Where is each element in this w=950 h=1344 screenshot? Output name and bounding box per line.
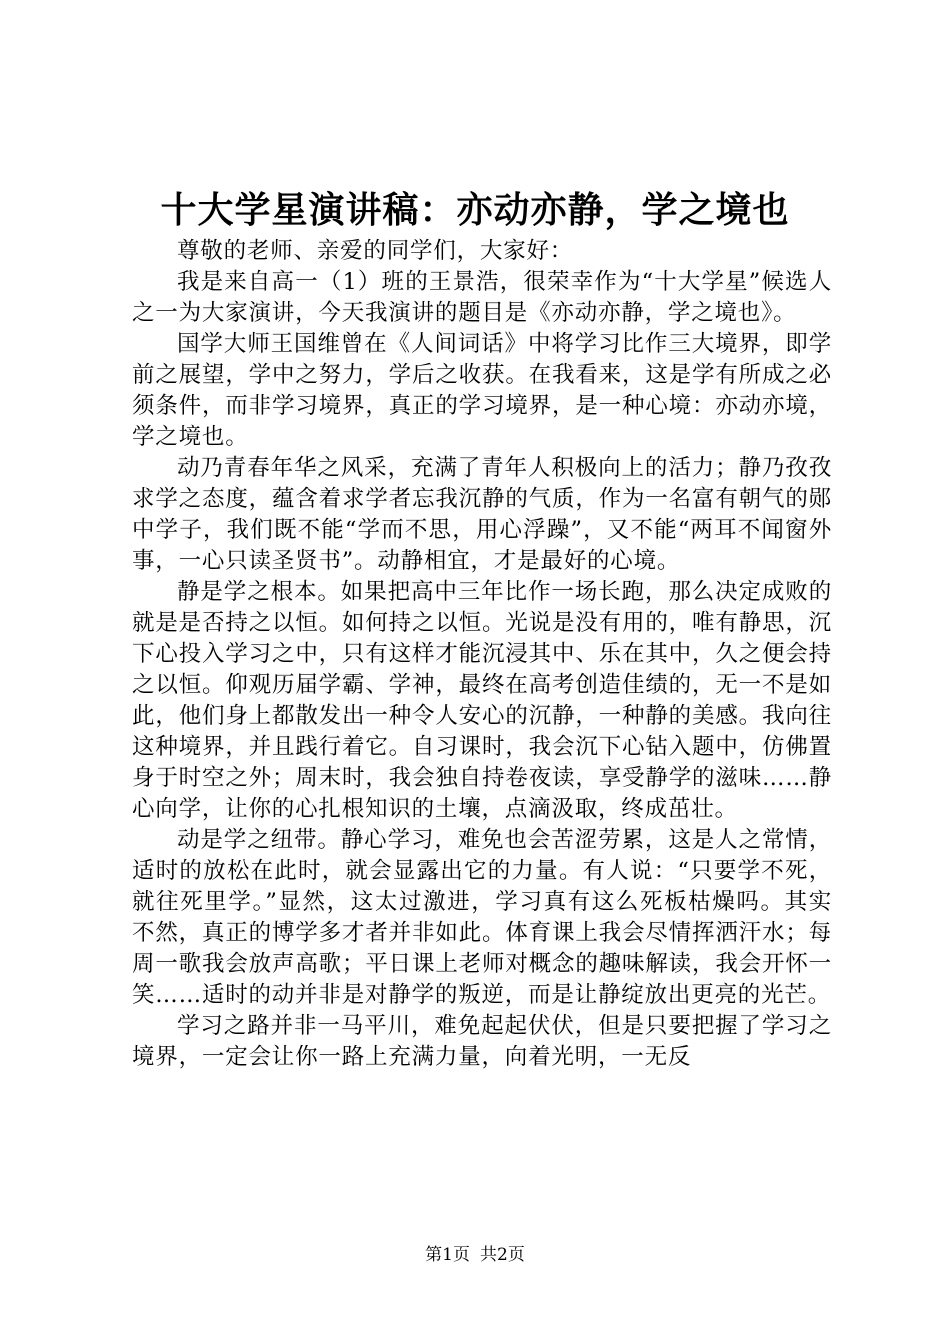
page-footer bbox=[0, 1243, 950, 1267]
paragraph-greeting: 尊敬的老师、亲爱的同学们，大家好： bbox=[177, 238, 574, 264]
document-title: 十大学星演讲稿：亦动亦静，学之境也 bbox=[160, 189, 790, 231]
paragraph-motion-stillness: 动乃青春年华之风采，充满了青年人积极向上的活力；静乃孜孜求学之态度，蕴含着求学者忘我沉静的气质，作为一名富有朝气的郧中学子，我们既不能“学而不思，用心浮躁”，又不能“两耳不闻窗外事，一心只读圣贤书”。动静相宜，才是最好的心境。 bbox=[132, 455, 832, 574]
paragraph-stillness-root: 静是学之根本。如果把高中三年比作一场长跑，那么决定成败的就是是否持之以恒。如何持之以恒。光说是没有用的，唯有静思，沉下心投入学习之中，只有这样才能沉浸其中、乐在其中，久之便会持之以恒。仰观历届学霸、学神，最终在高考创造佳绩的，无一不是如此，他们身上都散发出一种令人安心的沉静，一种静的美感。我向往这种境界，并且践行着它。自习课时，我会沉下心钻入题中，仿佛置身于时空之外；周末时，我会独自持卷夜读，享受静学的滋味……静心向学，让你的心扎根知识的土壤，点滴汲取，终成茁壮。 bbox=[132, 579, 832, 822]
paragraph-learning-path: 学习之路并非一马平川，难免起起伏伏，但是只要把握了学习之境界，一定会让你一路上充满力量，向着光明，一无反 bbox=[132, 1013, 832, 1070]
paragraph-introduction: 我是来自高一（1）班的王景浩，很荣幸作为“十大学星”候选人之一为大家演讲，今天我演讲的题目是《亦动亦静，学之境也》。 bbox=[132, 269, 832, 326]
paragraph-motion-link: 动是学之纽带。静心学习，难免也会苦涩劳累，这是人之常情，适时的放松在此时，就会显露出它的力量。有人说：“只要学不死，就往死里学。”显然，这太过激进，学习真有这么死板枯燥吗。其实不然，真正的博学多才者并非如此。体育课上我会尽情挥洒汗水；每周一歌我会放声高歌；平日课上老师对概念的趣味解读，我会开怀一笑……适时的动并非是对静学的叛逆，而是让静绽放出更亮的光芒。 bbox=[132, 827, 832, 1008]
page-number-total: 共2页 bbox=[480, 1245, 525, 1265]
document-body bbox=[132, 236, 832, 1073]
page-number-current: 第1页 bbox=[425, 1245, 470, 1265]
paragraph-wang-guowei: 国学大师王国维曾在《人间词话》中将学习比作三大境界，即学前之展望，学中之努力，学后之收获。在我看来，这是学有所成之必须条件，而非学习境界，真正的学习境界，是一种心境：亦动亦境，学之境也。 bbox=[132, 331, 832, 450]
